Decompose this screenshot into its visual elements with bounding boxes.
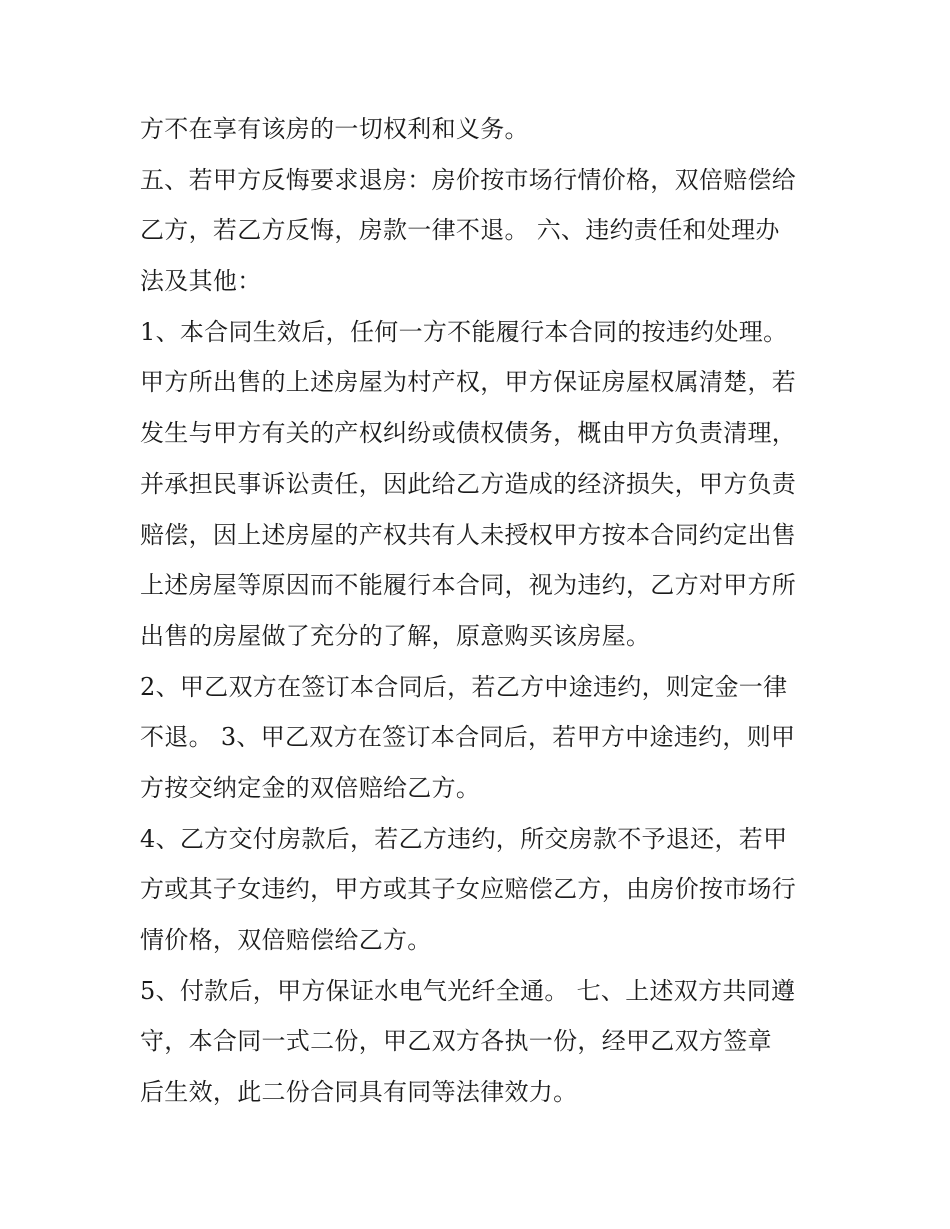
document-body (140, 104, 820, 1118)
text-line: 方或其子女违约，甲方或其子女应赔偿乙方，由房价按市场行 (140, 875, 797, 904)
text-line: 乙方，若乙方反悔，房款一律不退。 六、违约责任和处理办 (140, 216, 780, 245)
text-line: 五、若甲方反悔要求退房：房价按市场行情价格，双倍赔偿给 (140, 165, 797, 194)
text-line: 并承担民事诉讼责任，因此给乙方造成的经济损失，甲方负责 (140, 469, 797, 498)
text-line: 甲方所出售的上述房屋为村产权，甲方保证房屋权属清楚，若 (140, 368, 797, 397)
text-line: 2、甲乙双方在签订本合同后，若乙方中途违约，则定金一律 (140, 672, 788, 701)
text-line: 不退。 3、甲乙双方在签订本合同后，若甲方中途违约，则甲 (140, 723, 796, 752)
text-line: 后生效，此二份合同具有同等法律效力。 (140, 1078, 578, 1107)
text-line: 情价格，双倍赔偿给乙方。 (140, 926, 432, 954)
text-line: 赔偿，因上述房屋的产权共有人未授权甲方按本合同约定出售 (140, 520, 797, 549)
text-line: 4、乙方交付房款后，若乙方违约，所交房款不予退还，若甲 (140, 824, 788, 853)
text-line: 方按交纳定金的双倍赔给乙方。 (140, 773, 481, 802)
text-line: 1、本合同生效后，任何一方不能履行本合同的按违约处理。 (140, 317, 788, 346)
text-line: 守，本合同一式二份，甲乙双方各执一份，经甲乙双方签章 (140, 1027, 772, 1056)
text-line: 出售的房屋做了充分的了解，原意购买该房屋。 (140, 621, 651, 650)
text-line: 方不在享有该房的一切权利和义务。 (140, 115, 529, 143)
text-line: 上述房屋等原因而不能履行本合同，视为违约，乙方对甲方所 (140, 571, 797, 600)
text-line: 法及其他： (140, 267, 262, 296)
text-line: 发生与甲方有关的产权纠纷或债权债务，概由甲方负责清理， (140, 419, 797, 448)
text-line: 5、付款后，甲方保证水电气光纤全通。 七、上述双方共同遵 (140, 976, 796, 1005)
